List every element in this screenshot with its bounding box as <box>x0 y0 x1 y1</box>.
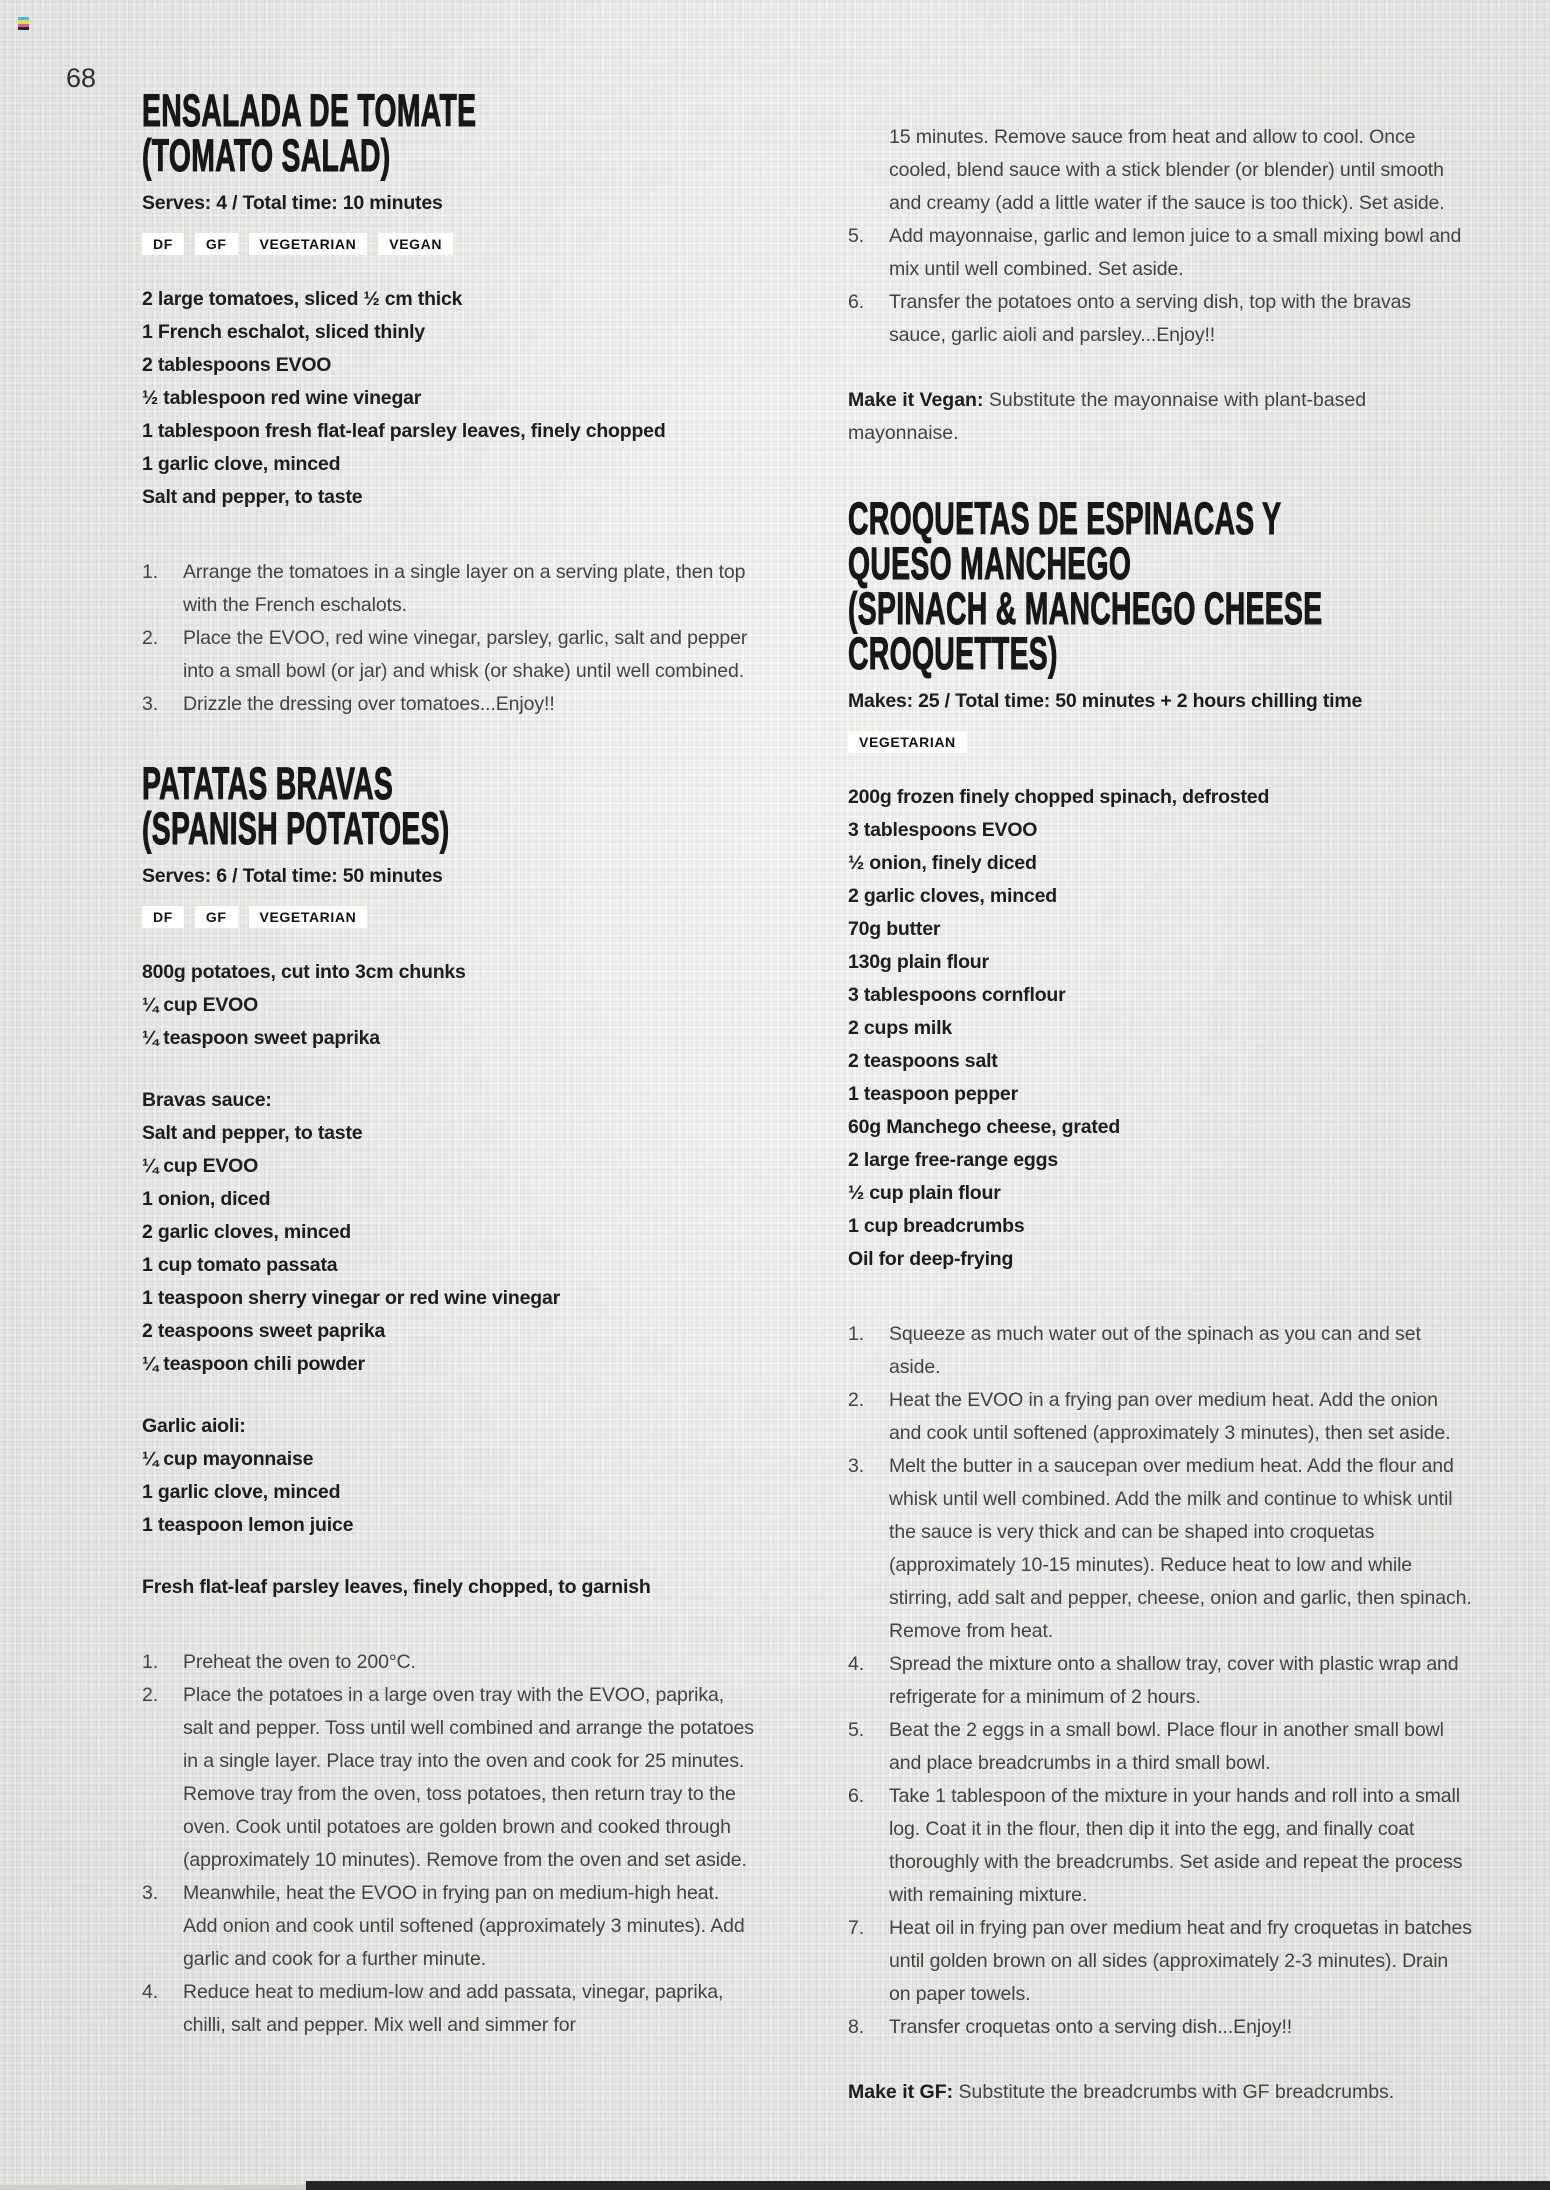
ingredient-line: 1 garlic clove, minced <box>142 453 341 475</box>
ingredient-list <box>848 781 1472 1276</box>
recipe-title <box>848 493 1472 679</box>
step-number <box>848 121 889 220</box>
recipe-step <box>848 1450 1472 1648</box>
dietary-tag: GF <box>195 233 238 255</box>
step-text: Heat the EVOO in a frying pan over medium heat. Add the onion and cook until softened (approximately 3 minutes), then set aside. <box>889 1389 1451 1444</box>
recipe-step <box>848 1714 1472 1780</box>
ingredient-list <box>142 283 754 514</box>
step-list <box>142 556 754 721</box>
step-list <box>848 1318 1472 2044</box>
step-number: 3. <box>142 693 159 715</box>
step-text: Beat the 2 eggs in a small bowl. Place flour in another small bowl and place breadcrumbs in a third small bowl. <box>889 1719 1444 1774</box>
step-number: 6. <box>848 291 865 313</box>
recipe-title-line: ENSALADA DE TOMATE <box>142 85 477 136</box>
ingredient-line: ½ tablespoon red wine vinegar <box>142 387 422 409</box>
recipe-step <box>848 1318 1472 1384</box>
ingredient-line: 60g Manchego cheese, grated <box>848 1116 1121 1138</box>
recipe-title <box>142 85 754 181</box>
page-bottom-edge <box>306 2181 1550 2190</box>
step-number: 1. <box>142 561 159 583</box>
recipe-title-line: QUESO MANCHEGO <box>848 538 1132 589</box>
ingredient-line: 1 garlic clove, minced <box>142 1481 341 1503</box>
ingredient-line: ¼ cup mayonnaise <box>142 1448 314 1470</box>
ingredient-line: Bravas sauce: <box>142 1089 272 1111</box>
step-text: Place the EVOO, red wine vinegar, parsley, garlic, salt and pepper into a small bowl (or jar) and whisk (or shake) until well combined. <box>183 627 748 682</box>
note-label: Make it Vegan: <box>848 389 984 411</box>
ingredient-line: ¼ cup EVOO <box>142 1155 259 1177</box>
ingredient-line: 1 onion, diced <box>142 1188 271 1210</box>
recipe-meta: Serves: 6 / Total time: 50 minutes <box>142 865 443 887</box>
recipe-step <box>848 1780 1472 1912</box>
recipe-title-line: (TOMATO SALAD) <box>142 130 391 181</box>
step-number: 2. <box>848 1389 865 1411</box>
ingredient-line: Salt and pepper, to taste <box>142 486 363 508</box>
ingredient-line: ½ cup plain flour <box>848 1182 1001 1204</box>
step-number: 5. <box>848 1719 865 1741</box>
ingredient-line: ¼ cup EVOO <box>142 994 259 1016</box>
step-text: Preheat the oven to 200°C. <box>183 1651 416 1673</box>
ingredient-line: 2 cups milk <box>848 1017 953 1039</box>
step-number: 3. <box>142 1882 159 1904</box>
step-text: Meanwhile, heat the EVOO in frying pan on medium-high heat. Add onion and cook until softened (approximately 3 minutes). Add garlic and cook for a further minute. <box>183 1882 745 1970</box>
recipe-step <box>142 1679 754 1877</box>
step-text: Reduce heat to medium-low and add passata, vinegar, paprika, chilli, salt and pepper. Mix well and simmer for <box>183 1981 724 2036</box>
recipe-meta: Serves: 4 / Total time: 10 minutes <box>142 192 443 214</box>
step-number: 4. <box>848 1653 865 1675</box>
step-text: 15 minutes. Remove sauce from heat and allow to cool. Once cooled, blend sauce with a stick blender (or blender) until smooth and creamy (add a little water if the sauce is too thick). Set aside. <box>889 126 1445 214</box>
dietary-tag: VEGETARIAN <box>249 906 368 928</box>
step-list-continued <box>848 121 1472 352</box>
step-text: Heat oil in frying pan over medium heat and fry croquetas in batches until golden brown on all sides (approximately 2-3 minutes). Drain on paper towels. <box>889 1917 1472 2005</box>
recipe-step <box>848 220 1472 286</box>
make-it-gf-note <box>848 2076 1472 2109</box>
ingredient-line: 1 teaspoon pepper <box>848 1083 1018 1105</box>
note-text: Substitute the breadcrumbs with GF breadcrumbs. <box>953 2081 1395 2103</box>
recipe-step <box>848 121 1472 220</box>
step-text: Drizzle the dressing over tomatoes...Enjoy!! <box>183 693 555 715</box>
ingredient-line: 2 teaspoons sweet paprika <box>142 1320 386 1342</box>
page-bottom-edge-left <box>0 2185 306 2190</box>
dietary-tags <box>142 233 754 255</box>
page-number: 68 <box>66 63 97 93</box>
ingredient-line: 800g potatoes, cut into 3cm chunks <box>142 961 466 983</box>
recipe-step <box>848 1648 1472 1714</box>
step-text: Take 1 tablespoon of the mixture in your hands and roll into a small log. Coat it in the flour, then dip it into the egg, and finally coat thoroughly with the breadcrumbs. Set aside and repeat the process with remaining mixture. <box>889 1785 1463 1906</box>
ingredient-line: 2 garlic cloves, minced <box>848 885 1057 907</box>
step-number: 4. <box>142 1981 159 2003</box>
ingredient-line: 2 large free-range eggs <box>848 1149 1058 1171</box>
dietary-tags <box>142 906 754 928</box>
dietary-tag: DF <box>142 233 184 255</box>
ingredient-line: 3 tablespoons cornflour <box>848 984 1066 1006</box>
step-text: Add mayonnaise, garlic and lemon juice to a small mixing bowl and mix until well combined. Set aside. <box>889 225 1462 280</box>
recipe-title-line: CROQUETAS DE ESPINACAS Y <box>848 493 1282 544</box>
ingredient-line: 130g plain flour <box>848 951 989 973</box>
step-number: 3. <box>848 1455 865 1477</box>
ingredient-line: 1 teaspoon lemon juice <box>142 1514 354 1536</box>
ingredient-line: Salt and pepper, to taste <box>142 1122 363 1144</box>
print-registration-mark-icon <box>18 17 29 30</box>
recipe-step <box>142 622 754 688</box>
ingredient-line: 200g frozen finely chopped spinach, defrosted <box>848 786 1270 808</box>
recipe-step <box>142 556 754 622</box>
ingredient-line: Oil for deep-frying <box>848 1248 1014 1270</box>
recipe-meta: Makes: 25 / Total time: 50 minutes + 2 hours chilling time <box>848 690 1363 712</box>
dietary-tag: VEGAN <box>378 233 453 255</box>
ingredient-line: 2 tablespoons EVOO <box>142 354 332 376</box>
recipe-patatas-bravas-continued <box>848 121 1472 450</box>
step-text: Transfer the potatoes onto a serving dish, top with the bravas sauce, garlic aioli and parsley...Enjoy!! <box>889 291 1412 346</box>
ingredient-line: Garlic aioli: <box>142 1415 246 1437</box>
step-number: 6. <box>848 1785 865 1807</box>
dietary-tag: VEGETARIAN <box>249 233 368 255</box>
step-number: 8. <box>848 2016 865 2038</box>
recipe-step <box>848 2011 1472 2044</box>
recipe-step <box>848 1384 1472 1450</box>
step-text: Spread the mixture onto a shallow tray, cover with plastic wrap and refrigerate for a minimum of 2 hours. <box>889 1653 1459 1708</box>
step-number: 7. <box>848 1917 865 1939</box>
recipe-step <box>142 688 754 721</box>
recipe-tomato-salad <box>142 85 754 721</box>
note-label: Make it GF: <box>848 2081 954 2103</box>
step-list <box>142 1646 754 2042</box>
ingredient-line: ½ onion, finely diced <box>848 852 1037 874</box>
ingredient-line: 1 teaspoon sherry vinegar or red wine vinegar <box>142 1287 560 1309</box>
ingredient-line: 2 garlic cloves, minced <box>142 1221 351 1243</box>
step-number: 1. <box>142 1651 159 1673</box>
step-text: Transfer croquetas onto a serving dish...Enjoy!! <box>889 2016 1293 2038</box>
step-text: Place the potatoes in a large oven tray with the EVOO, paprika, salt and pepper. Toss until well combined and arrange the potatoes in a single layer. Place tray into the oven and cook for 25 minutes. Remove tray from the oven, toss potatoes, then return tray to the oven. Cook until potatoes are golden brown and cooked through (approximately 10 minutes). Remove from the oven and set aside. <box>183 1684 754 1871</box>
recipe-croquetas <box>848 493 1472 2109</box>
right-column <box>848 121 1472 2109</box>
ingredient-line: 3 tablespoons EVOO <box>848 819 1038 841</box>
step-number: 2. <box>142 1684 159 1706</box>
recipe-step <box>142 1646 754 1679</box>
recipe-title-line: PATATAS BRAVAS <box>142 758 394 809</box>
ingredient-line: 2 large tomatoes, sliced ½ cm thick <box>142 288 463 310</box>
make-it-vegan-note <box>848 384 1472 450</box>
step-text: Melt the butter in a saucepan over medium heat. Add the flour and whisk until well combined. Add the milk and continue to whisk until the sauce is very thick and can be shaped into croquetas (approximately 10-15 minutes). Reduce heat to low and while stirring, add salt and pepper, cheese, onion and garlic, then spinach. Remove from heat. <box>889 1455 1472 1642</box>
step-number: 5. <box>848 225 865 247</box>
step-text: Arrange the tomatoes in a single layer on a serving plate, then top with the French eschalots. <box>183 561 746 616</box>
step-text: Squeeze as much water out of the spinach as you can and set aside. <box>889 1323 1421 1378</box>
recipe-title <box>142 758 754 854</box>
ingredient-line: 1 French eschalot, sliced thinly <box>142 321 425 343</box>
ingredient-list <box>142 956 754 1604</box>
ingredient-line: 70g butter <box>848 918 941 940</box>
recipe-title-line: (SPINACH & MANCHEGO CHEESE <box>848 583 1323 634</box>
ingredient-line: 1 tablespoon fresh flat-leaf parsley leaves, finely chopped <box>142 420 666 442</box>
recipe-step <box>142 1877 754 1976</box>
step-number: 1. <box>848 1323 865 1345</box>
ingredient-line: ¼ teaspoon chili powder <box>142 1353 365 1375</box>
recipe-step <box>848 286 1472 352</box>
recipe-title-line: CROQUETTES) <box>848 628 1058 679</box>
ingredient-line: ¼ teaspoon sweet paprika <box>142 1027 380 1049</box>
recipe-patatas-bravas <box>142 758 754 2042</box>
ingredient-line: 2 teaspoons salt <box>848 1050 998 1072</box>
ingredient-line: 1 cup breadcrumbs <box>848 1215 1025 1237</box>
recipe-step <box>848 1912 1472 2011</box>
dietary-tag: VEGETARIAN <box>848 731 967 753</box>
dietary-tag: GF <box>195 906 238 928</box>
dietary-tag: DF <box>142 906 184 928</box>
dietary-tags <box>848 731 1472 753</box>
recipe-step <box>142 1976 754 2042</box>
ingredient-line: 1 cup tomato passata <box>142 1254 338 1276</box>
left-column <box>142 85 754 2042</box>
note-text: Substitute the mayonnaise with plant-based mayonnaise. <box>848 389 1367 444</box>
step-number: 2. <box>142 627 159 649</box>
recipe-title-line: (SPANISH POTATOES) <box>142 803 450 854</box>
ingredient-line: Fresh flat-leaf parsley leaves, finely chopped, to garnish <box>142 1576 651 1598</box>
